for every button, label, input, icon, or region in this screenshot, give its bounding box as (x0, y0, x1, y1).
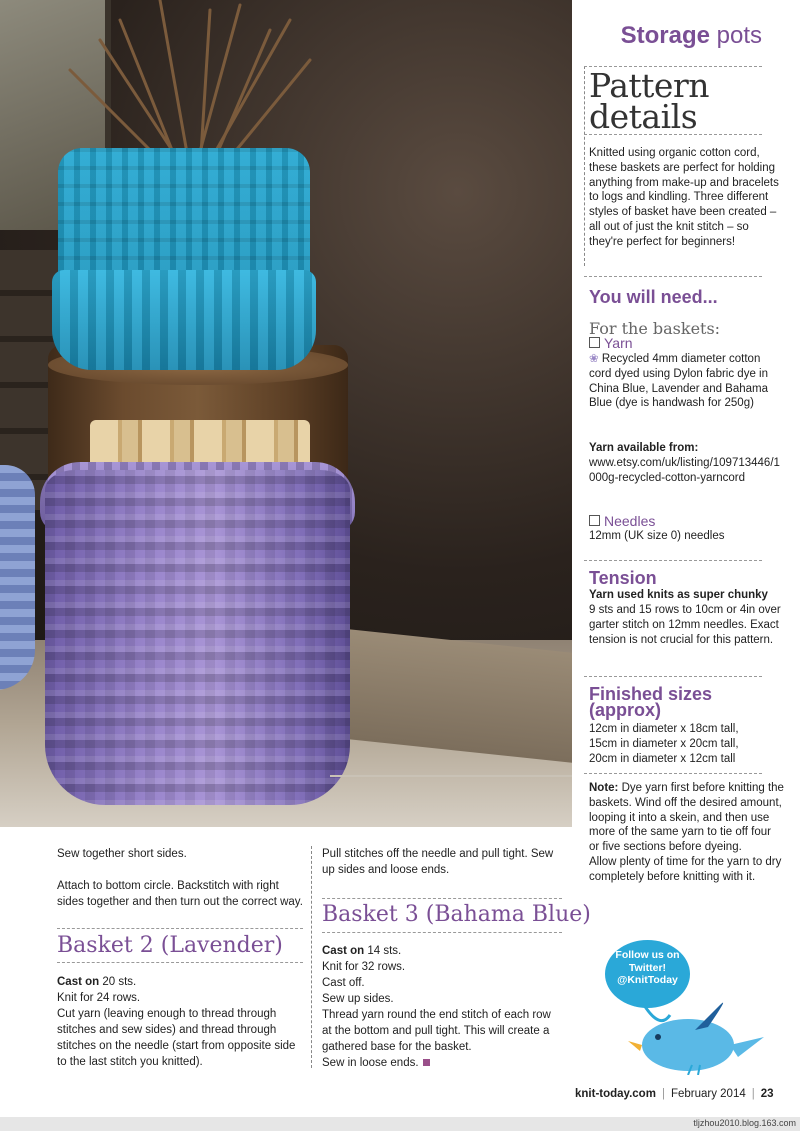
sizes-top-rule (584, 676, 762, 677)
finished-sizes-heading-line-2: (approx) (589, 700, 661, 720)
note-text-1: Dye yarn first before knitting the baskets. Wind off the desired amount, looping it into a skein, and then use more of the same yarn to tie off four or five sections before dyeing. (589, 782, 784, 854)
needles-checkbox-label (589, 513, 655, 529)
you-will-need-heading: You will need... (589, 287, 718, 307)
instruction-line: Knit for 24 rows. (57, 992, 141, 1004)
column-1-top (57, 846, 305, 910)
instruction-line: Thread yarn round the end stitch of each row at the bottom and pull tight. This will create a gathered base for the basket. (322, 1009, 551, 1053)
tension-heading: Tension (589, 568, 657, 588)
yarn-available-label: Yarn available from: (589, 442, 699, 454)
footer-separator: | (661, 1088, 665, 1100)
yarn-label: Yarn (604, 335, 633, 351)
yarn-available-url: www.etsy.com/uk/listing/109713446/1000g-recycled-cotton-yarncord (589, 457, 780, 484)
yarn-description (589, 352, 784, 411)
tension-lead: Yarn used knits as super chunky (589, 589, 768, 601)
sidebar (578, 0, 800, 1090)
basket-2-instructions (57, 974, 305, 1070)
footer-separator: | (751, 1088, 755, 1100)
basket3-top-rule (322, 898, 562, 899)
periwinkle-basket-partial (0, 465, 35, 690)
instruction-line: Cast off. (322, 977, 365, 989)
basket3-bottom-rule (322, 932, 562, 933)
end-square-icon (423, 1059, 430, 1066)
sizes-list (589, 722, 784, 766)
watermark-text: tljzhou2010.blog.163.com (693, 1118, 796, 1128)
cast-on-value: 14 sts. (364, 945, 402, 957)
basket-3-heading: Basket 3 (Bahama Blue) (322, 902, 591, 927)
footer-site[interactable]: knit-today.com (575, 1088, 656, 1100)
finished-sizes-heading (589, 686, 712, 718)
column-2-top (322, 846, 562, 878)
cable (330, 775, 572, 777)
china-blue-basket-cuff (52, 270, 316, 370)
tension-text: 9 sts and 15 rows to 10cm or 4in over garter stitch on 12mm needles. Exact tension is not crucial for this pattern. (589, 604, 781, 646)
twitter-line-1: Follow us on (615, 949, 680, 961)
needles-label: Needles (604, 513, 656, 529)
page-number: 23 (760, 1088, 774, 1100)
size-item: 12cm in diameter x 18cm tall, (589, 723, 739, 735)
note-block (589, 781, 784, 885)
tension-top-rule (584, 560, 762, 561)
needles-text: 12mm (UK size 0) needles (589, 530, 725, 542)
title-bottom-rule (584, 134, 762, 135)
size-item: 20cm in diameter x 12cm tall (589, 752, 736, 765)
instruction-line: Sew up sides. (322, 993, 394, 1005)
column2-paragraph-1: Pull stitches off the needle and pull tight. Sew up sides and loose ends. (322, 848, 554, 876)
lavender-basket (45, 470, 350, 805)
page-footer (575, 1088, 774, 1100)
note-top-rule (584, 773, 762, 774)
title-line-2: details (589, 97, 698, 136)
size-item: 15cm in diameter x 20cm tall, (589, 737, 739, 750)
section-label (621, 22, 762, 50)
footer-issue: February 2014 (670, 1088, 746, 1100)
column1-paragraph-1: Sew together short sides. (57, 848, 187, 860)
need-top-rule (584, 276, 762, 277)
watermark-bar (0, 1117, 800, 1131)
basket2-top-rule (57, 928, 303, 929)
basket-2-heading: Basket 2 (Lavender) (57, 933, 283, 958)
column1-paragraph-2: Attach to bottom circle. Backstitch with right sides together and then turn out the correct way. (57, 880, 303, 908)
intro-text: Knitted using organic cotton cord, these baskets are perfect for holding anything from make-up and bracelets to logs and kindling. Three different styles of basket have been created – all out of just the knit stitch – so they're perfect for beginners! (589, 147, 779, 248)
checkbox-icon (589, 337, 600, 348)
checkbox-icon (589, 515, 600, 526)
cast-on-label: Cast on (322, 945, 365, 957)
section-label-light: pots (716, 22, 762, 49)
instruction-line: Cut yarn (leaving enough to thread through stitches and sew sides) and thread through stitches on the needle (start from opposite side to the last stitch you knitted). (57, 1008, 296, 1068)
for-baskets-subheading: For the baskets: (589, 319, 721, 338)
sidebar-divider (584, 66, 585, 266)
finished-sizes-heading-line-1: Finished sizes (589, 684, 713, 704)
twigs (60, 0, 320, 170)
basket2-bottom-rule (57, 962, 303, 963)
yarn-text: Recycled 4mm diameter cotton cord dyed using Dylon fabric dye in China Blue, Lavender and Bahama Blue (dye is handwash for 250g) (589, 353, 769, 410)
note-text-2: Allow plenty of time for the yarn to dry completely before knitting with it. (589, 855, 782, 883)
section-label-bold: Storage (620, 22, 710, 49)
note-label: Note: (589, 782, 619, 794)
twitter-bubble[interactable] (605, 940, 690, 1008)
column-divider (311, 846, 312, 1068)
instruction-line: Sew in loose ends. (322, 1057, 419, 1069)
twitter-line-2: Twitter! (628, 961, 667, 974)
yarn-checkbox-label (589, 335, 633, 351)
cast-on-label: Cast on (57, 976, 100, 988)
cast-on-value: 20 sts. (99, 976, 137, 988)
instruction-line: Knit for 32 rows. (322, 961, 406, 973)
title-line-1: Pattern (589, 66, 709, 105)
yarn-ball-icon: ❀ (589, 353, 599, 365)
pattern-details-title (589, 66, 709, 136)
twitter-handle: @KnitToday (617, 974, 678, 986)
basket-3-instructions (322, 943, 562, 1071)
